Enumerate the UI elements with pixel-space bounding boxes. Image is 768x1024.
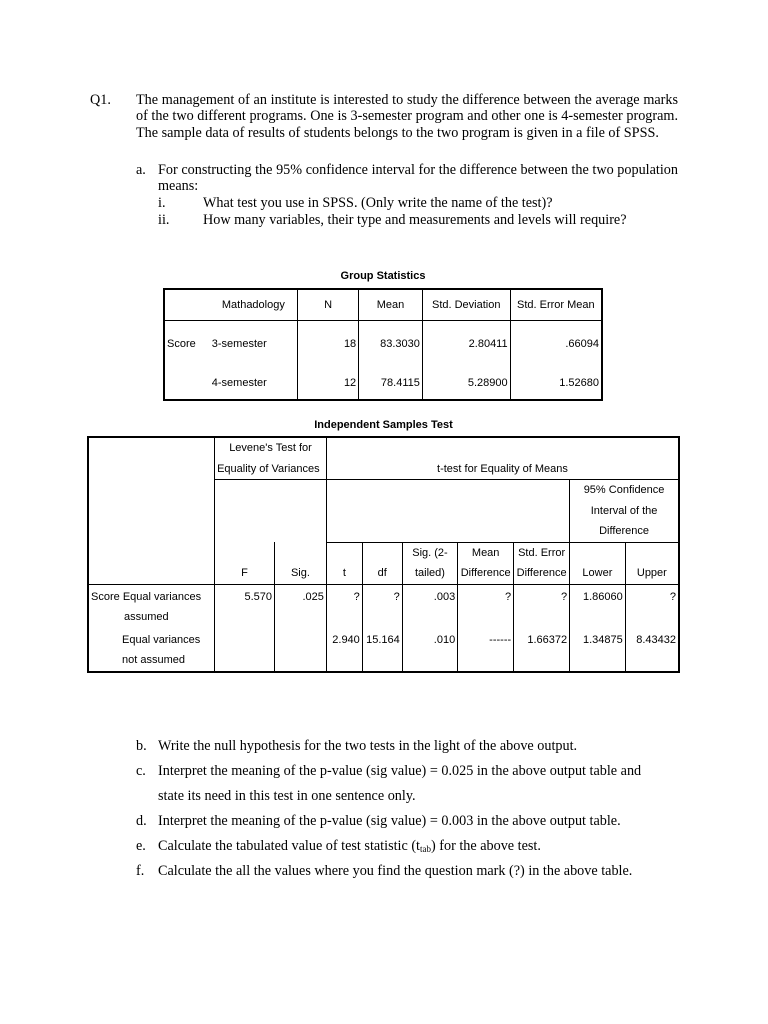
cell-mean-difference: ? bbox=[458, 584, 514, 628]
table-row bbox=[88, 628, 679, 672]
question-intro bbox=[136, 92, 678, 141]
cell-t: ? bbox=[326, 584, 362, 628]
col-mean-difference bbox=[458, 542, 514, 584]
ci-header-line-3: Difference bbox=[599, 525, 650, 537]
group-statistics-title: Group Statistics bbox=[340, 270, 426, 282]
header-corner bbox=[88, 437, 215, 584]
ci-header-line-1: 95% Confidence bbox=[583, 484, 665, 496]
question-c-text: Interpret the meaning of the p-value (sig value) = 0.025 in the above output table and bbox=[158, 763, 642, 779]
cell-f: 5.570 bbox=[215, 584, 275, 628]
cell-lower: 1.86060 bbox=[570, 584, 626, 628]
col-mean-difference-line-1: Mean bbox=[471, 546, 500, 559]
col-upper: Upper bbox=[625, 542, 679, 584]
col-std-error-difference bbox=[514, 542, 570, 584]
cell-df: 15.164 bbox=[362, 628, 402, 672]
ci-header-line-2: Interval of the bbox=[590, 504, 658, 517]
independent-samples-test-title: Independent Samples Test bbox=[314, 419, 453, 431]
levene-header bbox=[215, 437, 327, 480]
cell-se: 1.52680 bbox=[559, 377, 599, 389]
header-mean: Mean bbox=[359, 289, 423, 321]
sub-item-ii-text: How many variables, their type and measurements and levels will require? bbox=[203, 212, 627, 228]
col-df: df bbox=[362, 542, 402, 584]
row1-label-line-2: assumed bbox=[124, 611, 169, 623]
col-f: F bbox=[215, 542, 275, 584]
cell-sig-two-tailed: .003 bbox=[402, 584, 457, 628]
levene-header-line-1: Levene's Test for bbox=[229, 442, 312, 454]
cell-f-blank bbox=[215, 628, 275, 672]
cell-group: 3-semester bbox=[210, 321, 298, 368]
question-e-text-before: Calculate the tabulated value of test statistic (t bbox=[158, 838, 420, 854]
question-e-text-after: ) for the above test. bbox=[430, 838, 541, 854]
sub-item-i-number: i. bbox=[158, 195, 166, 211]
col-t: t bbox=[326, 542, 362, 584]
cell-mean-difference: ------ bbox=[458, 628, 514, 672]
ttest-header bbox=[326, 437, 679, 480]
question-e-label: e. bbox=[136, 838, 146, 854]
question-d-text: Interpret the meaning of the p-value (sig value) = 0.003 in the above output table. bbox=[158, 813, 621, 829]
row-label-equal-assumed bbox=[88, 584, 215, 628]
question-b-text: Write the null hypothesis for the two tests in the light of the above output. bbox=[158, 738, 578, 754]
part-a bbox=[136, 162, 678, 195]
row-label-equal-not-assumed bbox=[88, 628, 215, 672]
header-se: Std. Error Mean bbox=[510, 289, 602, 321]
header-method: Mathadology bbox=[210, 289, 298, 321]
col-sig-two-tailed-line-1: Sig. (2- bbox=[412, 546, 448, 559]
col-sig-two-tailed-line-2: tailed) bbox=[414, 567, 445, 579]
levene-header-line-2: Equality of Variances bbox=[217, 462, 320, 475]
independent-samples-test-table bbox=[87, 436, 680, 673]
sub-item-ii-number: ii. bbox=[158, 212, 170, 228]
cell-sig-two-tailed: .010 bbox=[402, 628, 457, 672]
row-label-score: Score bbox=[167, 338, 196, 350]
cell-sig: .025 bbox=[275, 584, 327, 628]
table-header-row bbox=[164, 289, 602, 321]
question-number: Q1. bbox=[90, 92, 111, 108]
col-std-error-difference-line-1: Std. Error bbox=[518, 546, 566, 559]
cell-mean: 83.3030 bbox=[359, 321, 423, 368]
row-label-blank bbox=[164, 367, 210, 400]
col-sig-two-tailed bbox=[402, 542, 457, 584]
row2-label-line-2: not assumed bbox=[122, 654, 185, 666]
cell-group: 4-semester bbox=[210, 367, 298, 400]
cell-n: 12 bbox=[297, 367, 358, 400]
cell-df: ? bbox=[362, 584, 402, 628]
sub-item-i-text: What test you use in SPSS. (Only write the name of the test)? bbox=[203, 195, 553, 211]
question-b-label: b. bbox=[136, 738, 147, 754]
ttest-header-text: t-test for Equality of Means bbox=[437, 462, 568, 475]
question-e-subscript: tab bbox=[419, 844, 431, 854]
question-intro-text: The management of an institute is interested to study the difference between the average marks of the two different programs. One is 3-semester program and other one is 4-semester program. The sample data of results of students belongs to the two program is given in a file of SPSS. bbox=[136, 92, 678, 141]
col-mean-difference-line-2: Difference bbox=[460, 567, 511, 579]
question-f-label: f. bbox=[136, 863, 145, 879]
row-label-score: Score bbox=[91, 590, 120, 603]
cell-t: 2.940 bbox=[326, 628, 362, 672]
cell-upper: ? bbox=[669, 590, 676, 603]
ttest-header-spacer bbox=[326, 480, 569, 543]
question-f-text: Calculate the all the values where you find the question mark (?) in the above table. bbox=[158, 863, 633, 879]
header-sd: Std. Deviation bbox=[422, 289, 510, 321]
header-blank bbox=[164, 289, 210, 321]
group-statistics-table bbox=[163, 288, 603, 401]
question-d-label: d. bbox=[136, 813, 147, 829]
cell-std-error-difference: 1.66372 bbox=[514, 628, 570, 672]
question-e-text bbox=[158, 838, 541, 855]
cell-se: .66094 bbox=[565, 338, 599, 350]
part-a-label: a. bbox=[136, 162, 146, 178]
part-a-text: For constructing the 95% confidence interval for the difference between the two population means: bbox=[158, 162, 678, 195]
cell-upper: 8.43432 bbox=[636, 633, 676, 646]
cell-lower: 1.34875 bbox=[570, 628, 626, 672]
row1-label-line-1: Equal variances bbox=[122, 590, 202, 603]
col-std-error-difference-line-2: Difference bbox=[516, 567, 567, 579]
row2-label-line-1: Equal variances bbox=[122, 633, 201, 646]
table-row bbox=[164, 321, 602, 368]
cell-n: 18 bbox=[297, 321, 358, 368]
header-n: N bbox=[297, 289, 358, 321]
ci-header bbox=[570, 480, 679, 543]
cell-mean: 78.4115 bbox=[359, 367, 423, 400]
cell-sd: 5.28900 bbox=[422, 367, 510, 400]
table-row bbox=[88, 584, 679, 628]
cell-sd: 2.80411 bbox=[422, 321, 510, 368]
levene-header-spacer bbox=[215, 480, 327, 543]
col-sig: Sig. bbox=[275, 542, 327, 584]
cell-sig-blank bbox=[275, 628, 327, 672]
question-c-label: c. bbox=[136, 763, 146, 779]
table-row bbox=[164, 367, 602, 400]
question-c-text-continued: state its need in this test in one sentence only. bbox=[158, 788, 416, 804]
header-row-1 bbox=[88, 437, 679, 480]
col-lower: Lower bbox=[570, 542, 626, 584]
cell-std-error-difference: ? bbox=[514, 584, 570, 628]
